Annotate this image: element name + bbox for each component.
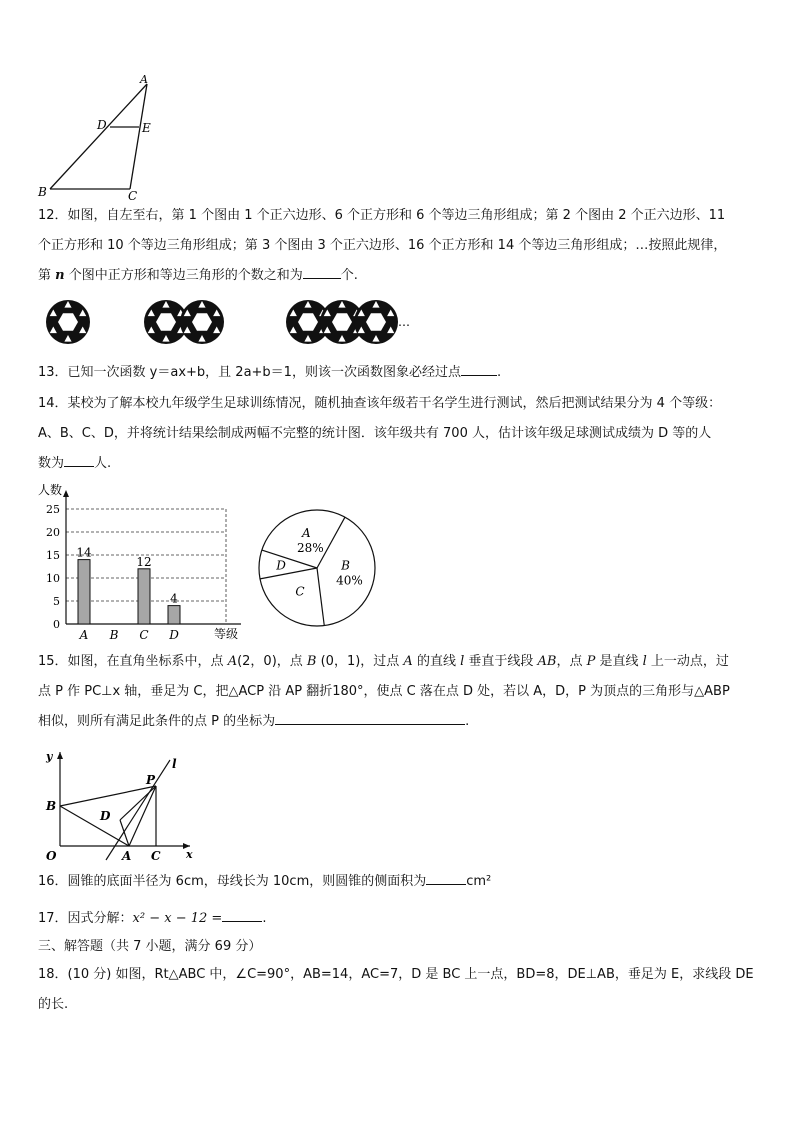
q14-line3: 数为 人. [38, 449, 758, 479]
q16-unit: cm² [466, 874, 492, 889]
y-tick-label: 10 [46, 572, 60, 585]
q12-line1: 12．如图，自左至右，第 1 个图由 1 个正六边形、6 个正方形和 6 个等边三角形组成；第 2 个图由 2 个正六边形、11 [38, 208, 726, 223]
svg-text:A: A [122, 849, 132, 863]
question-18 [38, 960, 758, 1020]
svg-text:O: O [46, 849, 57, 863]
label-E: E [142, 121, 151, 135]
q14-line2: A、B、C、D，并将统计结果绘制成两幅不完整的统计图．该年级共有 700 人，估计该年级足球测试成绩为 D 等的人 [38, 426, 712, 441]
question-13: 13．已知一次函数 y＝ax+b，且 2a+b＝1，则该一次函数图象必经过点 . [38, 358, 758, 388]
pattern-figure-1 [46, 300, 90, 344]
svg-text:B: B [46, 799, 57, 813]
y-tick-label: 15 [46, 549, 60, 562]
pie-percent-B: 40% [336, 573, 363, 588]
section-3-heading: 三、解答题（共 7 小题，满分 69 分） [38, 939, 262, 954]
triangle-figure-q11 [30, 72, 170, 202]
bar-data-label: 4 [170, 591, 178, 606]
svg-text:l: l [172, 757, 177, 771]
pie-label-A: A [301, 526, 311, 541]
label-C: C [128, 189, 138, 202]
q15-line1: 15．如图，在直角坐标系中，点 A(2，0)，点 B (0，1)，过点 A 的直线 l 垂直于线段 AB，点 P 是直线 l 上一动点，过 [38, 654, 729, 669]
x-tick-label: A [79, 628, 89, 642]
answer-blank-q17 [222, 907, 262, 922]
pattern-figure-2-right [180, 300, 224, 344]
svg-text:y: y [46, 750, 53, 763]
bar-C [138, 569, 150, 624]
question-14 [38, 389, 758, 479]
pie-slice-D-boundary [260, 568, 317, 579]
y-axis-label: 人数 [38, 483, 63, 497]
answer-blank-q13 [461, 361, 497, 376]
pie-label-C: C [295, 584, 305, 599]
pie-percent-A: 28% [296, 541, 324, 556]
pie-slice-C-boundary [317, 568, 324, 626]
bar-A [78, 560, 90, 624]
q17-expression: x² − x − 12 = [132, 911, 223, 926]
bar-chart [34, 482, 254, 644]
pattern-figure-3-right [354, 300, 398, 344]
svg-text:x: x [186, 848, 193, 861]
y-tick-label: 5 [53, 595, 60, 608]
question-17: 17．因式分解：x² − x − 12 = . [38, 904, 758, 934]
q15-line3: 相似，则所有满足此条件的点 P 的坐标为 . [38, 707, 758, 737]
answer-blank-q12 [303, 264, 341, 279]
y-tick-label: 25 [46, 503, 60, 516]
q14-line1: 14．某校为了解本校九年级学生足球训练情况，随机抽查该年级若干名学生进行测试，然后把测试结果分为 4 个等级： [38, 396, 722, 411]
q16-text: 16．圆锥的底面半径为 6cm，母线长为 10cm，则圆锥的侧面积为 [38, 874, 427, 889]
svg-text:P: P [146, 773, 156, 787]
q15-line2: 点 P 作 PC⊥x 轴，垂足为 C，把△ACP 沿 AP 翻折180°，使点 C 落在点 D 处，若以 A，D，P 为顶点的三角形与△ABP [38, 684, 730, 699]
hexagon-pattern-figures [40, 296, 420, 348]
x-tick-label: C [139, 628, 149, 642]
label-A: A [140, 73, 148, 86]
svg-text:D: D [100, 809, 111, 823]
q18-line2: 的长. [38, 997, 69, 1012]
pattern-ellipsis: … [398, 315, 410, 329]
question-16 [38, 867, 758, 897]
bar-D [168, 606, 180, 624]
question-15 [38, 647, 758, 737]
q13-text: 13．已知一次函数 y＝ax+b，且 2a+b＝1，则该一次函数图象必经过点 [38, 365, 461, 380]
answer-blank-q14 [64, 452, 94, 467]
x-axis-label: 等级 [214, 627, 239, 641]
q12-line2: 个正方形和 10 个等边三角形组成；第 3 个图由 3 个正六边形、16 个正方形和 14 个等边三角形组成；…按照此规律， [38, 238, 727, 253]
y-tick-label: 0 [53, 618, 60, 631]
pie-label-D: D [276, 558, 286, 573]
bar-data-label: 12 [136, 554, 152, 569]
label-B: B [38, 185, 47, 199]
answer-blank-q16 [426, 870, 466, 885]
pie-label-B: B [341, 558, 350, 573]
svg-text:C: C [151, 849, 161, 863]
x-tick-label: B [109, 628, 119, 642]
q17-text: 17．因式分解： [38, 911, 133, 926]
y-tick-label: 20 [46, 526, 60, 539]
label-D: D [97, 118, 107, 132]
bar-data-label: 14 [76, 545, 92, 560]
question-12 [38, 201, 758, 291]
coordinate-figure-q15 [38, 748, 198, 864]
q18-line1: 18．(10 分) 如图，Rt△ABC 中，∠C=90°，AB=14，AC=7，D 是 BC 上一点，BD=8，DE⊥AB，垂足为 E，求线段 DE [38, 967, 754, 982]
answer-blank-q15 [275, 710, 465, 725]
q12-line3: 第 n 个图中正方形和等边三角形的个数之和为 个. [38, 261, 758, 291]
pie-chart [255, 506, 380, 631]
x-tick-label: D [169, 628, 179, 642]
